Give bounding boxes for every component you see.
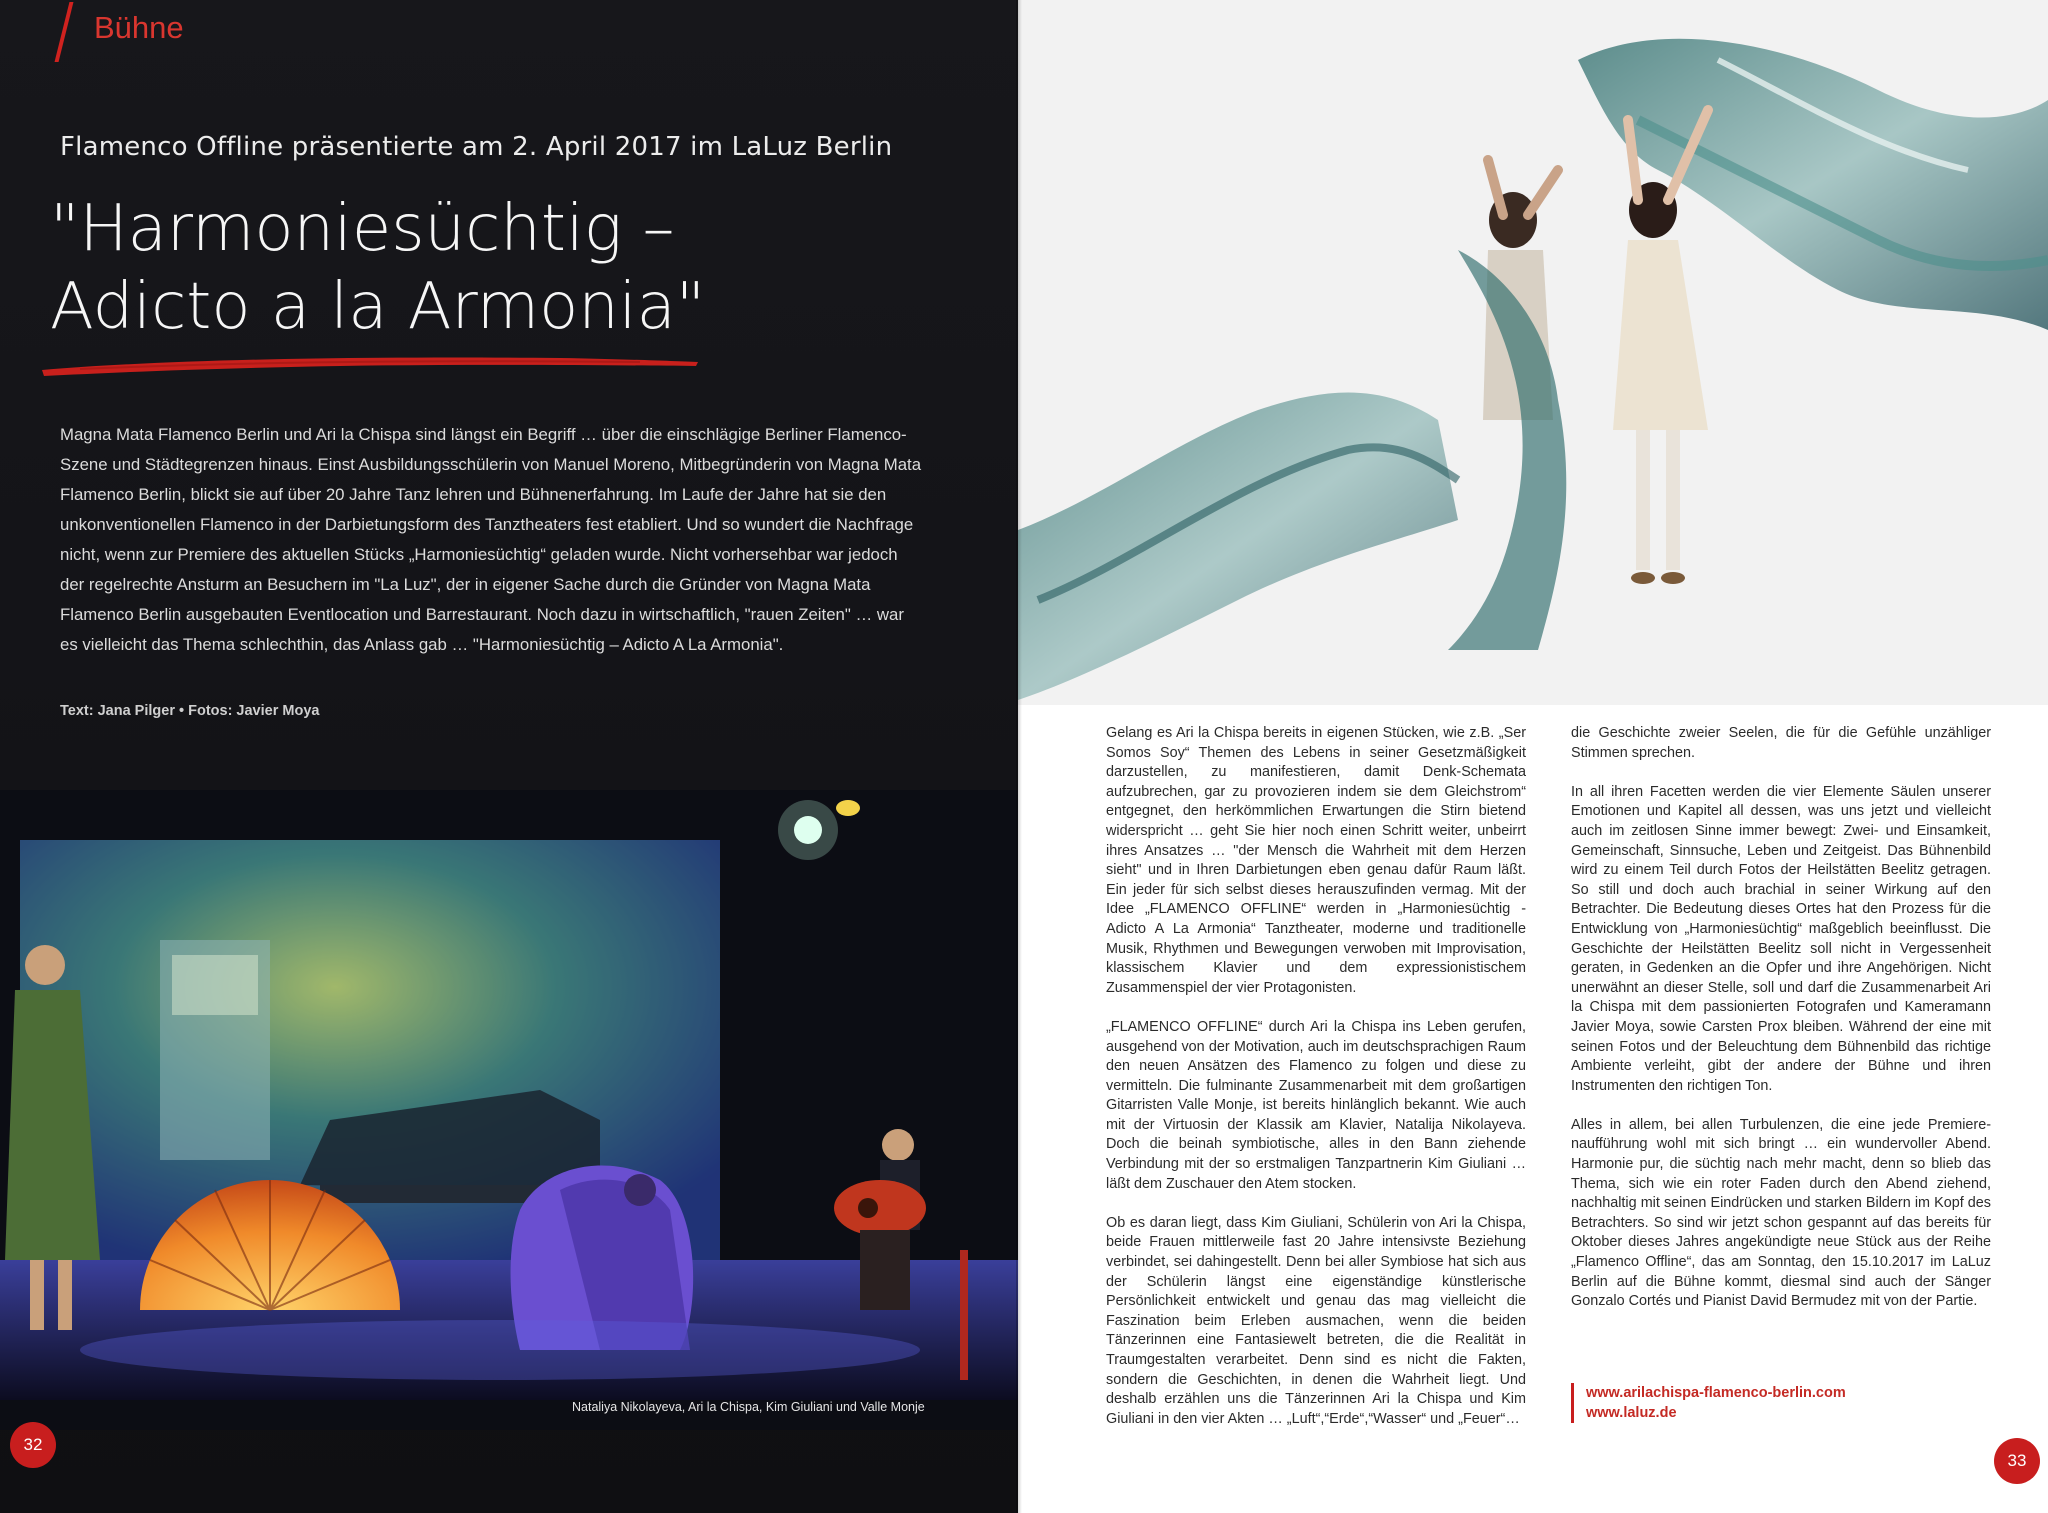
author-credit: Text: Jana Pilger • Fotos: Javier Moya — [60, 703, 320, 719]
headline-line-2: Adicto a la Armonia" — [50, 270, 706, 344]
brush-stroke-underline — [40, 352, 700, 378]
article-column-2 — [1571, 724, 1991, 1331]
link-laluz[interactable]: www.laluz.de — [1586, 1405, 1677, 1421]
section-marker — [55, 2, 74, 62]
intro-paragraph: Magna Mata Flamenco Berlin und Ari la Chispa sind längst ein Begriff … über die einschlägige Berliner Flamenco-Szene und Städtegrenzen hinaus. Einst Ausbildungsschülerin von Manuel Moreno, Mitbegründerin von Magna Mata Flamenco Berlin, blickt sie auf über 20 Jahre Tanz lehren und Bühnenerfahrung. Im Laufe der Jahre hat sie den unkonventionellen Flamenco in der Darbietungsform des Tanztheaters fest etabliert. Und so wundert die Nachfrage nicht, wenn zur Premiere des aktuellen Stücks „Harmoniesüchtig“ geladen wurde. Nicht vorhersehbar war jedoch der regelrechte Ansturm an Besuchern im "La Luz", der in eigener Sache durch die Gründer von Magna Mata Flamenco Berlin ausgebauten Eventlocation und Barrestaurant. Noch dazu in wirtschaftlich, "rauen Zeiten" … war es vielleicht das Thema schlechthin, das Anlass gab … "Harmoniesüchtig – Adicto A La Armonia". — [60, 425, 922, 654]
left-page — [0, 0, 1018, 1513]
dancers-photo — [1018, 0, 2048, 705]
headline-line-1: "Harmoniesüchtig – — [50, 192, 675, 266]
right-page — [1018, 0, 2048, 1513]
article-subtitle: Flamenco Offline präsentierte am 2. April 2017 im LaLuz Berlin — [60, 132, 893, 162]
article-headline — [50, 190, 705, 346]
article-column-1 — [1106, 724, 1526, 1449]
paragraph: Ob es daran liegt, dass Kim Giuliani, Schülerin von Ari la Chispa, beide Frauen mittlerweile fast 20 Jahre intensivste Beziehung verbindet, sei dahingestellt. Denn bei aller Symbiose hat sich aus der Schülerin längst eine eigenständige künstlerische Persönlichkeit entwickelt und genau das mag vielleicht die Faszination beim Erleben ausmachen, wenn die beiden Tänzerinnen eine Fantasiewelt betreten, die die Realität in Traumgestalten verarbeitet. Denn sind es nicht die Fakten, sondern die Geschichten, in denen die Wahrheit liegt. Und deshalb erzählen uns die Tänzerinnen Ari la Chispa und Kim Giuliani in den vier Akten … „Luft“,“Erde“,“Wasser“ und „Feuer“… — [1106, 1214, 1526, 1427]
stage-photo — [0, 790, 1018, 1430]
paragraph: Gelang es Ari la Chispa bereits in eigenen Stücken, wie z.B. „Ser Somos Soy“ Themen des Lebens in seiner Gesetzmäßigkeit darzustellen, zu manifestieren, damit Denk-Schemata aufzubrechen, gar zu provozieren indem sie dem Gleichstrom“ entgegnet, den herkömmlichen Erwartungen die Stirn bietend widerspricht … geht Sie hier noch einen Schritt weiter, unbeirrt ihres Ansatzes … "der Mensch die Wahrheit mit dem Herzen sieht" und in Ihren Darbietungen eben genau dafür Raum läßt. Ein jeder für sich selbst dieses herauszufinden vermag. Mit der Idee „FLAMENCO OFFLINE“ werden in „Harmoniesüchtig - Adicto A La Armonia“ Tanztheater, moderne und traditionelle Musik, Rhythmen und Bewegungen verwoben mit Improvisation, klassischem Klavier und dem expressionistischem Zusammenspiel der vier Protagonisten. — [1106, 725, 1526, 996]
paragraph: In all ihren Facetten werden die vier Elemente Säulen unserer Emotionen und Kapitel all dessen, was uns jetzt und vielleicht auch im zeitlosen Sinne immer bewegt: Zwei- und Einsamkeit, Gemeinschaft, Sinnsuche, Leben und Zeitgeist. Das Bühnenbild wird zu einem Teil durch Fotos der Heilstätten Beelitz getragen. So still und doch auch brachial in seiner Wirkung auf den Betrachter. Die Bedeutung dieses Ortes hat den Prozess für die Entwicklung von „Harmoniesüchtig“ maßgeblich beeinflusst. Die Geschichte der Heilstätten Beelitz soll nicht in Vergessenheit geraten, in Gedenken an die Opfer und ihre Angehörigen. Nicht unerwähnt an dieser Stelle, soll und darf die Zusammenarbeit Ari la Chispa mit dem passionierten Fotografen und Kameramann Javier Moya, sowie Carsten Prox bleiben. Während der eine mit seinen Fotos und der Beleuchtung dem Bühnenbild das richtige Ambiente verleiht, gibt der andere der Bühne und ihren Instrumenten den richtigen Ton. — [1571, 783, 1991, 1094]
link-arilachispa[interactable]: www.arilachispa-flamenco-berlin.com — [1586, 1385, 1846, 1401]
paragraph: Alles in allem, bei allen Turbulenzen, die eine jede Premierenaufführung wohl mit sich bringt … ein wundervoller Abend. Harmonie pur, die süchtig nach mehr macht, denn so blieb das Thema, sich wie ein roter Faden durch den Abend ziehend, nachhaltig mit seinen Eindrücken und starken Bildern im Kopf des Betrachters. So sind wir jetzt schon gespannt auf das bereits für Oktober dieses Jahres angekündigte neue Stück aus der Reihe „Flamenco Offline“, das am Sonntag, den 15.10.2017 im LaLuz Berlin auf die Bühne kommt, diesmal sind auch der Sänger Gonzalo Cortés und Pianist David Bermudez mit von der Partie. — [1571, 1116, 1991, 1310]
paragraph: die Geschichte zweier Seelen, die für die Gefühle unzähliger Stimmen sprechen. — [1571, 725, 1991, 761]
section-label: Bühne — [94, 10, 184, 45]
page-number-left: 32 — [10, 1422, 56, 1468]
photo-caption: Nataliya Nikolayeva, Ari la Chispa, Kim Giuliani und Valle Monje — [572, 1400, 925, 1414]
page-fold — [1016, 0, 1022, 1513]
paragraph: „FLAMENCO OFFLINE“ durch Ari la Chispa ins Leben gerufen, ausgehend von der Motivation, auch im deutschsprachigen Raum den neuen Ansätzen des Flamenco zu folgen und diese zu vermitteln. Die fulminante Zusammenarbeit mit dem großartigen Gitarristen Valle Monje, ist bereits hinlänglich bekannt. Wie auch mit der Virtuosin der Klassik am Klavier, Natalija Nikolayeva. Doch die beinah symbiotische, alles in den Bann ziehende Verbindung mit der so erstmaligen Tanzpartnerin Kim Giuliani … läßt dem Zuschauer den Atem stocken. — [1106, 1018, 1526, 1192]
website-links — [1571, 1383, 1846, 1423]
page-number-right: 33 — [1994, 1438, 2040, 1484]
